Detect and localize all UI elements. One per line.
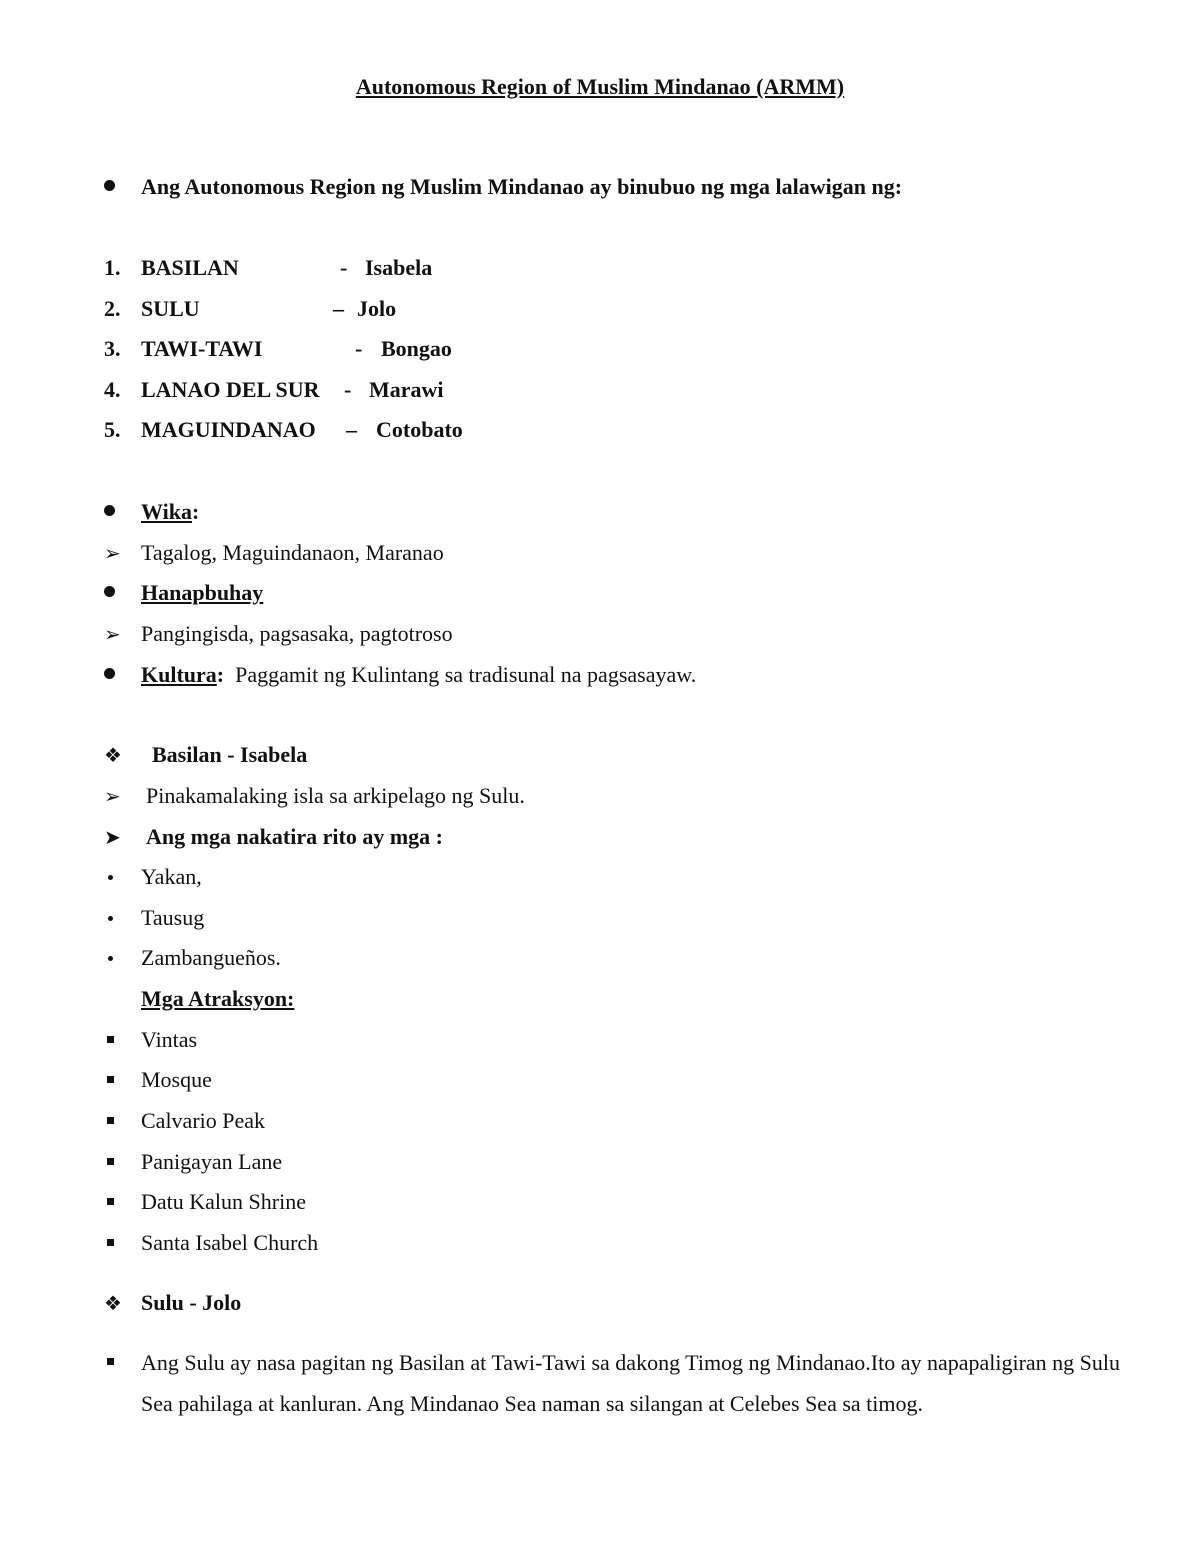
province-capital: Jolo <box>357 296 397 321</box>
sulu-heading: Sulu - Jolo <box>141 1290 242 1315</box>
document-title: Autonomous Region of Muslim Mindanao (ARMM) <box>355 74 845 99</box>
hanapbuhay-label: Hanapbuhay <box>141 580 264 605</box>
attraction-name: Datu Kalun Shrine <box>141 1189 306 1214</box>
square-bullet-icon <box>107 1358 114 1365</box>
province-dash: - <box>340 255 348 280</box>
intro-text: Ang Autonomous Region ng Muslim Mindanao ay binubuo ng mga lalawigan ng: <box>141 174 903 199</box>
province-name: MAGUINDANAO <box>141 417 316 442</box>
kultura-value: Paggamit ng Kulintang sa tradisunal na pagsasayaw. <box>235 662 697 687</box>
province-number: 1. <box>104 255 121 280</box>
province-number: 5. <box>104 417 121 442</box>
wika-label: Wika <box>141 499 192 524</box>
square-bullet-icon <box>107 1198 114 1205</box>
small-bullet-icon <box>108 956 113 961</box>
sulu-paragraph-block <box>0 1342 1200 1432</box>
province-dash: – <box>346 417 357 442</box>
wika-value: Tagalog, Maguindanaon, Maranao <box>141 540 444 565</box>
square-bullet-icon <box>107 1036 114 1043</box>
attraction-name: Vintas <box>141 1027 198 1052</box>
round-bullet-icon <box>104 180 115 191</box>
basilan-heading: Basilan - Isabela <box>152 742 308 767</box>
round-bullet-icon <box>104 505 115 516</box>
diamond-bullet-icon: ❖ <box>104 1291 122 1315</box>
province-dash: - <box>355 336 363 361</box>
province-capital: Cotobato <box>376 417 463 442</box>
square-bullet-icon <box>107 1076 114 1083</box>
province-name: LANAO DEL SUR <box>141 377 320 402</box>
province-dash: – <box>333 296 344 321</box>
arrow-bullet-icon: ➢ <box>104 541 121 565</box>
province-number: 4. <box>104 377 121 402</box>
resident-name: Yakan, <box>141 864 202 889</box>
province-number: 2. <box>104 296 121 321</box>
basilan-desc: Pinakamalaking isla sa arkipelago ng Sulu. <box>146 783 525 808</box>
attractions-heading: Mga Atraksyon: <box>141 986 295 1011</box>
province-name: BASILAN <box>141 255 239 280</box>
arrow-bullet-icon: ➤ <box>104 825 121 849</box>
diamond-bullet-icon: ❖ <box>104 743 122 767</box>
small-bullet-icon <box>108 875 113 880</box>
round-bullet-icon <box>104 668 115 679</box>
province-capital: Marawi <box>369 377 444 402</box>
hanapbuhay-value: Pangingisda, pagsasaka, pagtotroso <box>141 621 453 646</box>
arrow-bullet-icon: ➢ <box>104 622 121 646</box>
attraction-name: Santa Isabel Church <box>141 1230 319 1255</box>
kultura-colon: : <box>216 662 225 687</box>
attraction-name: Panigayan Lane <box>141 1149 283 1174</box>
square-bullet-icon <box>107 1239 114 1246</box>
attraction-name: Calvario Peak <box>141 1108 266 1133</box>
province-number: 3. <box>104 336 121 361</box>
province-name: TAWI-TAWI <box>141 336 263 361</box>
residents-heading: Ang mga nakatira rito ay mga : <box>146 824 443 849</box>
province-capital: Isabela <box>365 255 433 280</box>
kultura-label: Kultura <box>141 662 217 687</box>
round-bullet-icon <box>104 586 115 597</box>
attraction-name: Mosque <box>141 1067 212 1092</box>
square-bullet-icon <box>107 1158 114 1165</box>
sulu-paragraph: Ang Sulu ay nasa pagitan ng Basilan at Tawi-Tawi sa dakong Timog ng Mindanao.Ito ay napapaligiran ng Sulu Sea pahilaga at kanluran. Ang Mindanao Sea naman sa silangan at Celebes Sea sa timog. <box>141 1350 1121 1416</box>
square-bullet-icon <box>107 1117 114 1124</box>
province-dash: - <box>344 377 352 402</box>
wika-colon: : <box>191 499 200 524</box>
province-name: SULU <box>141 296 200 321</box>
resident-name: Tausug <box>141 905 205 930</box>
small-bullet-icon <box>108 916 113 921</box>
resident-name: Zambangueños. <box>141 945 281 970</box>
arrow-bullet-icon: ➢ <box>104 784 121 808</box>
province-capital: Bongao <box>381 336 452 361</box>
